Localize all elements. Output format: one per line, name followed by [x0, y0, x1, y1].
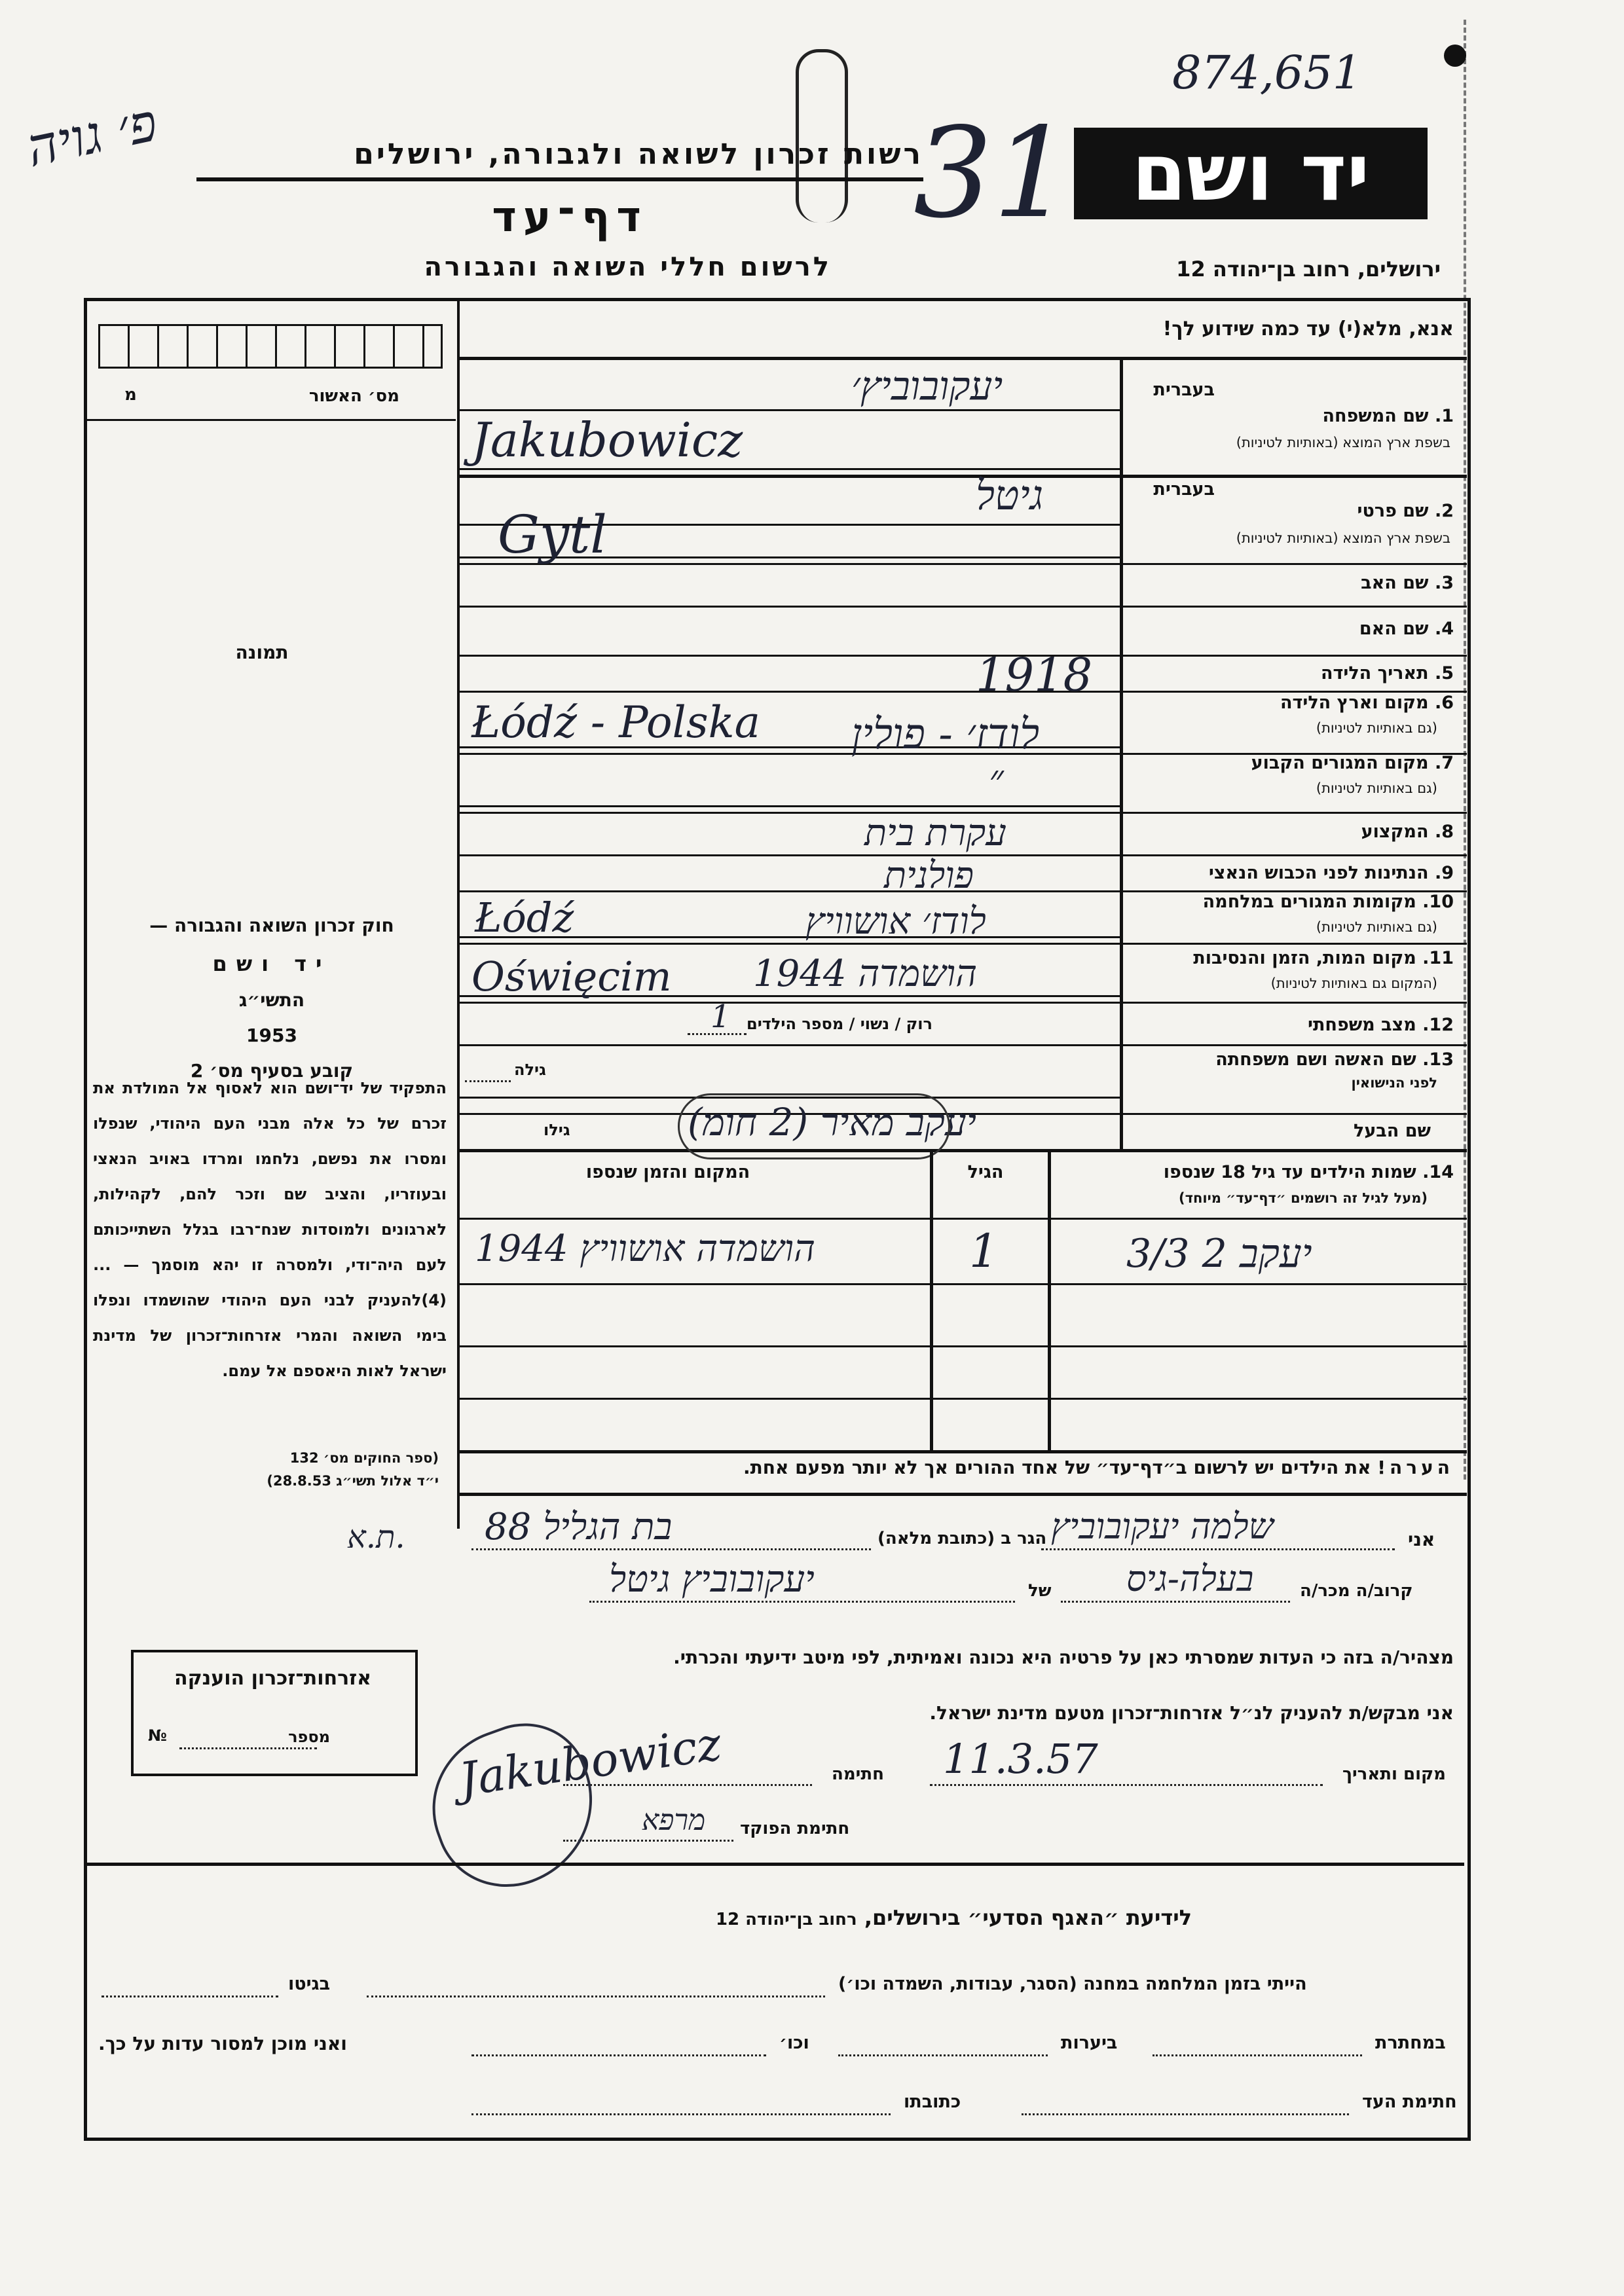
field-9-num: 9.	[1434, 863, 1454, 883]
field-11-latin-value: Oświęcim	[471, 953, 672, 1000]
row-line-14	[458, 1149, 1467, 1152]
margin-note: פ׳ גויה	[21, 92, 162, 179]
etc-label: וכו׳	[779, 2033, 809, 2053]
witness-address-label: כתובתו	[904, 2092, 961, 2112]
law-title-1: חוק זכרון השואה והגבורה —	[149, 915, 394, 936]
note-line	[471, 1457, 1454, 1478]
field-10-latin-value: Łódź	[475, 894, 574, 941]
law-clause: קובע בסעיף מס׳ 2	[190, 1060, 354, 1082]
husband-age-label: גילו	[544, 1121, 570, 1139]
field-2-sub: בשפת ארץ המוצא (באותיות לטיניות)	[1236, 530, 1450, 546]
place-date-label: מקום ותאריך	[1342, 1764, 1446, 1784]
law-title-2: יד ושם	[212, 951, 331, 976]
law-year: 1953	[246, 1025, 297, 1046]
field-6-name: מקום וארץ הלידה	[1280, 693, 1429, 713]
forests-label: ביערות	[1061, 2033, 1118, 2053]
of-line	[589, 1601, 1015, 1603]
field-10-sub: (גם באותיות לטיניות)	[1316, 919, 1437, 935]
field-4-label	[1139, 619, 1454, 639]
row-line-3	[458, 563, 1467, 565]
field-13-label	[1130, 1049, 1454, 1070]
row-line-7a	[458, 805, 1120, 807]
ghetto-line	[101, 1995, 278, 1997]
yad-vashem-logo: יד ושם	[1074, 128, 1428, 219]
field-2-latin-value: Gytl	[498, 504, 607, 565]
field-9-label	[1139, 863, 1454, 883]
field-12-options: רוק / נשוי / מספר הילדים	[747, 1015, 932, 1033]
declarant-initials: ת.א.	[347, 1519, 405, 1556]
etc-line	[471, 2054, 766, 2056]
wife-age-line	[465, 1080, 511, 1082]
field-2-name: שם פרטי	[1357, 501, 1429, 521]
relation-value: בעלה-גיס	[1126, 1558, 1254, 1599]
field-8-value: עקרת בית	[864, 812, 1006, 854]
law-source-2: י״ד אלול תשי״ג 28.8.53)	[267, 1473, 439, 1489]
field-1-num: 1.	[1434, 406, 1454, 426]
declarant-address-line	[471, 1548, 871, 1550]
children-num: 14.	[1422, 1162, 1454, 1182]
stamp-title: אזרחות־זכרון הוענקה	[174, 1667, 372, 1690]
field-9-value: פולנית	[884, 854, 974, 897]
field-5-label	[1139, 663, 1454, 683]
field-11-name: מקום המות, הזמן והנסיבות	[1193, 948, 1416, 968]
officer-line	[563, 1840, 733, 1842]
form-subtitle: לרשום חללי השואה והגבורה	[424, 252, 832, 282]
row-line-5	[458, 655, 1467, 657]
children-title: שמות הילדים עד גיל 18 שנספו	[1163, 1162, 1416, 1182]
approval-label: מס׳ האשור	[308, 386, 399, 406]
stamp-number-label: מספר	[288, 1728, 330, 1746]
ghetto-label: בגיטו	[288, 1974, 331, 1994]
info-address: רחוב בן־יהודה 12	[715, 1910, 857, 1929]
field-6-sub: (גם באותיות לטיניות)	[1316, 720, 1437, 736]
law-text: התפקיד של יד־ושם הוא לאסוף אל המולדת את זכרם של כל אלה מבני העם היהודי, שנפלו ומסרו את נפשם, נלחמו ומרדו באויב הנאצי ובעוזריו, והציב שם וזכר להם, לקהילות, לארגונים ולמוסדות שנח־רבו בגלל השתייכותם לעם היה־ודי, ולמסרה זו יהא מוסמך — ...(4)להעניק לבני העם היהודי שהושמדו ונפלו בימי השואה והמרי אזרחות־זכרון של מדינת ישראל לאות היאספם אל עמם.	[93, 1079, 447, 1380]
stamp-number-line	[179, 1747, 317, 1749]
field-10-heb-value: לודז׳ אושוויץ	[805, 900, 986, 943]
children-row-rule-2	[458, 1345, 1467, 1347]
witness-address-line	[471, 2113, 891, 2115]
field-4-num: 4.	[1434, 619, 1454, 639]
field-13-age-label: גילה	[514, 1061, 546, 1079]
row-line-11	[458, 943, 1467, 945]
declarant-address: בת הגליל 88	[485, 1506, 673, 1548]
field-1-heb-tag: בעברית	[1153, 380, 1215, 400]
children-col-1	[1048, 1149, 1051, 1450]
row-line-1b	[458, 468, 1120, 470]
header-address: ירושלים, רחוב בן־יהודה 12	[1176, 257, 1441, 282]
husband-value: יעקב מאיר (2 חומ)	[688, 1100, 976, 1144]
field-5-num: 5.	[1434, 663, 1454, 683]
children-place-header: המקום והזמן שנספו	[585, 1162, 750, 1182]
field-11-label	[1130, 948, 1454, 968]
relative-label: קרוב/ה מכר/ה	[1300, 1581, 1413, 1601]
signature-label: חתימה	[832, 1764, 884, 1784]
field-3-num: 3.	[1434, 573, 1454, 593]
field-13-num: 13.	[1422, 1049, 1454, 1070]
child-1-age: 1	[969, 1224, 999, 1278]
field-7-name: מקום המגורים הקבוע	[1251, 753, 1429, 773]
declarant-name-line	[1041, 1548, 1395, 1550]
file-number: 874,651	[1172, 46, 1362, 100]
field-7-num: 7.	[1434, 753, 1454, 773]
citizenship-stamp-box	[131, 1650, 418, 1776]
field-7-label	[1139, 753, 1454, 773]
children-label	[1061, 1162, 1454, 1182]
field-6-heb-value: לודז׳ - פולין	[851, 710, 1040, 759]
law-source-1: (ספר החוקים מס׳ 132	[289, 1450, 439, 1466]
info-title: לידיעת ״האגף הסדעי״ בירושלים,	[864, 1905, 1192, 1930]
organization-line: רשות זכרון לשואה ולגבורה, ירושלים	[196, 137, 923, 181]
field-6-latin-value: Łódź - Polska	[471, 697, 760, 748]
intro-text: אנא, מלא(י) עד כמה שידוע לך!	[1162, 318, 1454, 340]
children-col-2	[930, 1149, 933, 1450]
request-text: אני מבקש/ת להעניק לנ״ל אזרחות־זכרון מטעם מדינת ישראל.	[929, 1702, 1454, 1724]
note-text: את הילדים יש לרשום ב״דף־עד״ של אחד ההורים אך לא יותר מפעם אחת.	[743, 1457, 1371, 1478]
declarant-i-label: אני	[1408, 1529, 1435, 1550]
scan-dot	[1444, 45, 1466, 67]
field-1-sub: בשפת ארץ המוצא (באותיות לטיניות)	[1236, 435, 1450, 450]
row-line-12	[458, 1002, 1467, 1004]
field-5-name: תאריך הלידה	[1320, 663, 1429, 683]
children-age-header: הגיל	[967, 1162, 1004, 1182]
field-10-name: מקומות המגורים במלחמה	[1202, 892, 1416, 912]
field-8-num: 8.	[1434, 822, 1454, 842]
row-line-1a	[458, 409, 1120, 411]
field-10-num: 10.	[1422, 892, 1454, 912]
field-8-name: המקצוע	[1361, 822, 1429, 842]
children-row-rule-1	[458, 1283, 1467, 1285]
husband-circle-mark	[678, 1093, 950, 1159]
relation-line	[1061, 1601, 1290, 1603]
declaration-text: מצהיר/ה בזה כי העדות שמסרתי כאן על פרטיה היא נכונה ואמיתית, לפי מיטב ידיעתי והכרתי.	[673, 1647, 1454, 1668]
field-12-name: מצב משפחתי	[1308, 1015, 1416, 1035]
officer-label: חתימת הפוקד	[740, 1819, 850, 1838]
residing-label: הגר ב (כתובת מלאה)	[877, 1529, 1047, 1548]
field-11-num: 11.	[1422, 948, 1454, 968]
approval-rule	[85, 419, 456, 421]
children-head-rule	[458, 1218, 1467, 1220]
field-3-label	[1139, 573, 1454, 593]
children-bottom-rule	[458, 1450, 1467, 1453]
field-1-label	[1139, 406, 1454, 426]
husband-label: שם הבעל	[1353, 1121, 1431, 1141]
field-2-heb-value: גיטל	[976, 471, 1044, 519]
field-1-heb-value: יעקובוביץ׳	[851, 363, 1003, 409]
bottom-section	[84, 1863, 1464, 2138]
form-title: דף־עד	[492, 193, 648, 242]
field-12-value: 1	[710, 998, 731, 1035]
children-count-line	[688, 1033, 747, 1035]
law-year-heb: התשי״ג	[238, 989, 305, 1011]
stamp-number: 31	[913, 101, 1072, 246]
field-7-sub: (גם באותיות לטיניות)	[1316, 780, 1437, 796]
of-label: של	[1028, 1581, 1052, 1601]
paper-clip-mark	[796, 49, 848, 223]
signature-value: Jakubowicz	[456, 1717, 725, 1807]
camp-line-label: הייתי בזמן המלחמה במחנה (הסגר, עבודות, השמדה וכו׳)	[838, 1974, 1307, 1994]
field-11-heb-value: הושמדה 1944	[753, 953, 978, 995]
field-5-value: 1918	[976, 648, 1093, 702]
field-4-name: שם האם	[1359, 619, 1429, 639]
children-row-rule-3	[458, 1398, 1467, 1400]
approval-suffix: מ	[124, 385, 137, 405]
stamp-no-label: №	[148, 1726, 167, 1745]
forests-line	[838, 2054, 1048, 2056]
field-3-name: שם האב	[1361, 573, 1429, 593]
children-sub: (מעל לגיל זה רושמים ״דף־עד״ מיוחד)	[1179, 1190, 1428, 1206]
camp-line	[367, 1995, 825, 1997]
field-2-heb-tag: בעברית	[1153, 479, 1215, 500]
approval-boxes	[98, 324, 443, 369]
field-2-label	[1139, 501, 1454, 521]
field-9-name: הנתינות לפני הכבוש הנאצי	[1208, 863, 1429, 883]
law-year-line	[98, 983, 445, 1018]
field-12-label	[1130, 1015, 1454, 1035]
child-1-place: הושמדה אושוויץ 1944	[475, 1228, 815, 1270]
row-line-2	[458, 475, 1467, 478]
field-7-value: ״	[989, 756, 1004, 802]
field-13-sub: לפני הנישואין	[1351, 1075, 1437, 1091]
field-1-name: שם המשפחה	[1322, 406, 1429, 426]
photo-label: תמונה	[235, 642, 289, 663]
field-6-label	[1139, 693, 1454, 713]
field-12-num: 12.	[1422, 1015, 1454, 1035]
field-6-num: 6.	[1434, 693, 1454, 713]
field-1-latin-value: Jakubowicz	[471, 412, 743, 467]
hiding-line	[1153, 2054, 1362, 2056]
field-10-label	[1130, 892, 1454, 912]
note-bottom-rule	[458, 1493, 1467, 1496]
field-8-label	[1139, 822, 1454, 842]
date-line	[930, 1784, 1323, 1786]
signature-line	[563, 1784, 812, 1786]
law-header	[98, 907, 445, 1089]
child-1-name: יעקב 2 3/3	[1126, 1231, 1312, 1277]
latin-divider-1	[1120, 357, 1122, 363]
field-13-name: שם האשה ושם משפחתה	[1215, 1049, 1416, 1070]
row-line-13	[458, 1044, 1467, 1046]
note-label: הערה!	[1377, 1457, 1454, 1478]
row-line-4	[458, 606, 1467, 608]
of-value: יעקובוביץ גיטל	[609, 1558, 815, 1601]
witness-sig-label: חתימת העד	[1362, 2092, 1457, 2112]
witness-sig-line	[1022, 2113, 1349, 2115]
officer-value: מרפא	[642, 1804, 706, 1837]
intro-rule	[458, 357, 1467, 360]
ready-text: ואני מוכן למסור עדות על כך.	[98, 2033, 347, 2054]
field-2-num: 2.	[1434, 501, 1454, 521]
date-value: 11.3.57	[943, 1735, 1098, 1783]
hiding-label: במחתרת	[1375, 2033, 1446, 2053]
declarant-name: שלמה יעקובוביץ	[1051, 1506, 1274, 1547]
info-title-line	[458, 1905, 1192, 1930]
field-11-sub: (המקום גם באותיות לטיניות)	[1270, 975, 1437, 991]
